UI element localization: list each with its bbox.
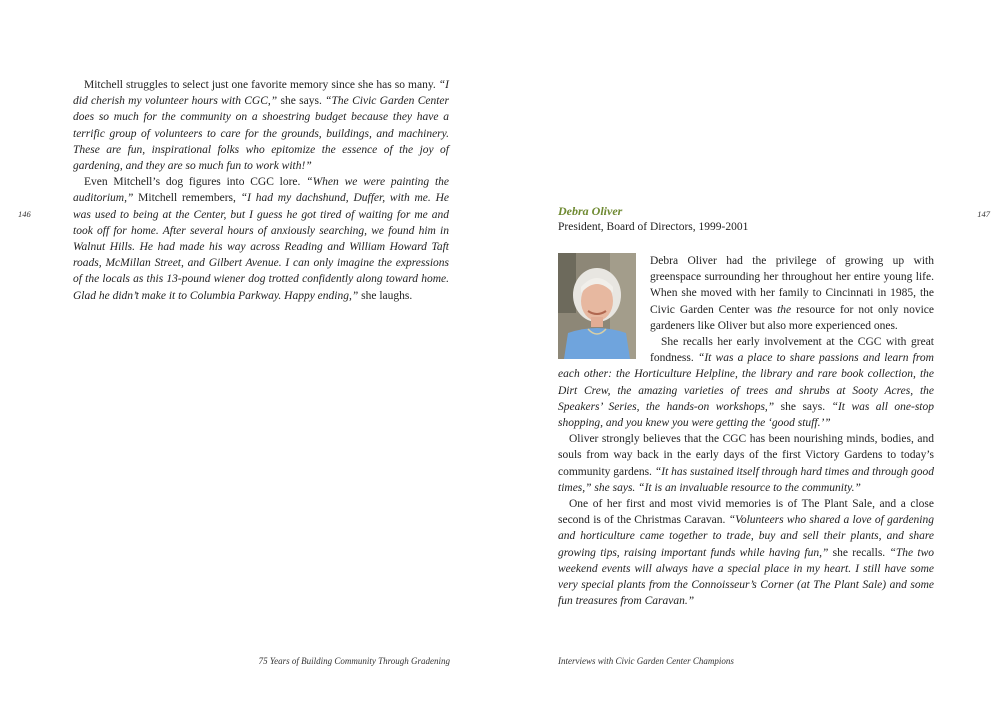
body-text: she recalls. xyxy=(828,546,890,559)
footer-left: 75 Years of Building Community Through Gradening xyxy=(258,656,450,666)
paragraph xyxy=(558,496,934,609)
body-text: Debra Oliver had the privilege of growing up with greenspace surrounding her throughout her entire young life. When she moved with her family to Cincinnati in 1985, the Civic Garden Center was xyxy=(650,255,934,316)
right-body-text xyxy=(558,253,934,609)
footer-right: Interviews with Civic Garden Center Champions xyxy=(558,656,734,666)
page-number-left: 146 xyxy=(18,209,31,219)
quote-text: “The Civic Garden Center does so much for the community on a shoestring budget because they have a terrific group of volunteers to care for the grounds, buildings, and machinery. These are fun, inspirational folks who epitomize the essence of the joy of gardening, and they are so much fun to work with!” xyxy=(73,95,449,173)
body-text: she says. xyxy=(774,400,832,413)
body-text: She recalls her early involvement at the CGC with great fondness. xyxy=(650,336,934,365)
body-text: resource for not only novice gardeners like Oliver but also more experienced ones. xyxy=(650,303,935,332)
paragraph xyxy=(73,174,449,304)
profile-role: President, Board of Directors, 1999-2001 xyxy=(558,221,749,233)
quote-text: “The two weekend events will always have a special place in my heart. I still have some very special plants from the Connoisseur’s Corner (at The Plant Sale) and some fun treasures from Caravan.” xyxy=(558,546,934,608)
quote-text: “It was all one-stop shopping, and you knew you were getting the ‘good stuff.’” xyxy=(558,400,935,430)
quote-text: “I did cherish my volunteer hours with CGC,” xyxy=(73,79,449,108)
page-number-right: 147 xyxy=(977,209,990,219)
quote-text: “When we were painting the auditorium,” xyxy=(73,176,449,205)
paragraph xyxy=(73,77,449,174)
body-text: Oliver strongly believes that the CGC has been nourishing minds, bodies, and souls from way back in the early days of the first Victory Gardens to today’s community gardens. xyxy=(558,433,934,478)
body-text: Mitchell remembers, xyxy=(133,192,241,205)
body-text: she says. xyxy=(277,95,326,108)
quote-text: the xyxy=(777,303,792,316)
body-text: One of her first and most vivid memories is of The Plant Sale, and a close second is of the Christmas Caravan. xyxy=(558,498,934,527)
paragraph xyxy=(558,431,934,496)
quote-text: “It was a place to share passions and learn from each other: the Horticulture Helpline, the library and rare book collection, the Dirt Crew, the amazing varieties of trees and shrubs at Sooty Acres, the Speakers’ Series, the hands-on workshops,” xyxy=(558,352,934,413)
profile-name: Debra Oliver xyxy=(558,204,623,218)
body-text: Mitchell struggles to select just one favorite memory since she has so many. xyxy=(84,79,439,91)
body-text: she laughs. xyxy=(358,289,413,302)
quote-text: “It has sustained itself through hard times and through good times,” she says. “It is an invaluable resource to the community.” xyxy=(558,465,934,494)
body-text: Even Mitchell’s dog figures into CGC lore. xyxy=(84,176,307,189)
left-body-text xyxy=(73,77,449,304)
quote-text: “I had my dachshund, Duffer, with me. He was used to being at the Center, but I guess he got tired of waiting for me and took off for home. After several hours of anxiously searching, we found him in Walnut Hills. He had made his way across Reading and William Howard Taft roads, McMillan Street, and Gilbert Avenue. I can only imagine the expressions of the locals as this 13-pound wiener dog trotted confidently along toward home. Glad he didn’t make it to Columbia Parkway. Happy ending,” xyxy=(73,192,449,302)
right-page xyxy=(504,0,1008,720)
quote-text: “Volunteers who shared a love of gardening and horticulture came together to trade, buy and sell their plants, and share growing tips, raising important funds while having fun,” xyxy=(558,514,934,559)
portrait-photo xyxy=(558,253,636,359)
